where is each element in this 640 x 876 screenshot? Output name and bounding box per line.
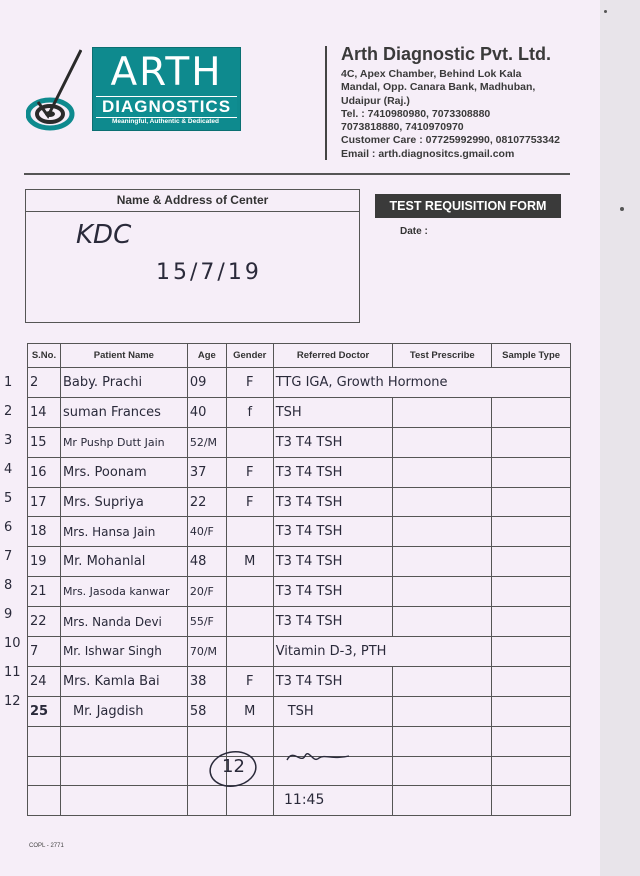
table-row	[28, 517, 571, 547]
margin-number: 10	[4, 636, 21, 651]
patient-name-cell: Mr Pushp Dutt Jain	[60, 427, 187, 457]
patient-name-cell: Mrs. Poonam	[60, 457, 187, 487]
patient-name-cell: Mr. Mohanlal	[60, 547, 187, 577]
scan-speck	[620, 207, 624, 211]
gender-cell: f	[226, 397, 273, 427]
table-row	[28, 607, 571, 637]
sno-cell: 19	[28, 547, 61, 577]
tests-cell: T3 T4 TSH	[273, 547, 393, 577]
age-cell: 09	[187, 368, 226, 398]
email-line: Email : arth.diagnositcs.gmail.com	[341, 147, 515, 160]
test-prescribe-cell	[393, 607, 492, 637]
column-header: Referred Doctor	[273, 344, 393, 368]
sno-cell: 17	[28, 487, 61, 517]
sno-cell: 2	[28, 368, 61, 398]
table-row	[28, 577, 571, 607]
gender-cell	[226, 607, 273, 637]
gender-cell	[226, 517, 273, 547]
center-name-handwritten: KDC	[76, 220, 132, 250]
sample-type-cell	[492, 547, 571, 577]
patient-name-cell: Mrs. Supriya	[60, 487, 187, 517]
address-line: 4C, Apex Chamber, Behind Lok Kala	[341, 68, 522, 80]
header-rule	[24, 173, 570, 175]
age-cell: 22	[187, 487, 226, 517]
sample-type-cell	[492, 517, 571, 547]
patient-name-cell: Mrs. Kamla Bai	[60, 666, 187, 696]
form-title: TEST REQUISITION FORM	[375, 194, 561, 218]
margin-number: 5	[4, 491, 13, 506]
customer-care-line: Customer Care : 07725992990, 08107753342	[341, 134, 560, 147]
tests-cell: TTG IGA, Growth Hormone	[273, 368, 570, 398]
table-row	[28, 427, 571, 457]
age-cell: 38	[187, 666, 226, 696]
signature-scribble	[283, 744, 353, 768]
margin-number: 8	[4, 578, 13, 593]
gender-cell: M	[226, 696, 273, 726]
sample-type-cell	[492, 666, 571, 696]
date-label: Date :	[400, 226, 428, 237]
table-row	[28, 547, 571, 577]
margin-number: 6	[4, 520, 13, 535]
logo-brand-text: ARTH	[110, 50, 223, 95]
sno-cell: 15	[28, 427, 61, 457]
table-header-row	[28, 344, 571, 368]
age-cell: 52/M	[187, 427, 226, 457]
logo-sub-text: DIAGNOSTICS	[96, 96, 237, 118]
gender-cell	[226, 637, 273, 667]
column-header: Age	[187, 344, 226, 368]
sample-type-cell	[492, 607, 571, 637]
sample-type-cell	[492, 487, 571, 517]
margin-number: 2	[4, 404, 13, 419]
margin-number: 4	[4, 462, 13, 477]
sno-cell: 14	[28, 397, 61, 427]
test-prescribe-cell	[393, 487, 492, 517]
test-prescribe-cell	[393, 427, 492, 457]
date-handwritten: 15/7/19	[156, 260, 262, 285]
age-cell: 40/F	[187, 517, 226, 547]
column-header: S.No.	[28, 344, 61, 368]
table-row	[28, 397, 571, 427]
patient-name-cell: Baby. Prachi	[60, 368, 187, 398]
address-line: Mandal, Opp. Canara Bank, Madhuban,	[341, 81, 536, 94]
sno-cell: 24	[28, 666, 61, 696]
margin-number: 1	[4, 375, 13, 390]
gender-cell: F	[226, 368, 273, 398]
tests-cell: T3 T4 TSH	[273, 457, 393, 487]
table-row	[28, 457, 571, 487]
sample-type-cell	[492, 637, 571, 667]
tests-cell: T3 T4 TSH	[273, 607, 393, 637]
age-cell: 37	[187, 457, 226, 487]
tests-cell: T3 T4 TSH	[273, 427, 393, 457]
logo-tagline: Meaningful, Authentic & Dedicated	[111, 118, 219, 125]
patient-name-cell: Mrs. Nanda Devi	[60, 607, 187, 637]
company-name: Arth Diagnostic Pvt. Ltd.	[341, 44, 552, 64]
test-prescribe-cell	[393, 397, 492, 427]
patient-name-cell: suman Frances	[60, 397, 187, 427]
gender-cell: F	[226, 457, 273, 487]
patient-name-cell: Mr. Jagdish	[60, 696, 187, 726]
column-header: Sample Type	[492, 344, 571, 368]
address-line: Udaipur (Raj.)	[341, 94, 410, 107]
center-box-title: Name & Address of Center	[26, 190, 359, 212]
gender-cell: M	[226, 547, 273, 577]
signature-time: 11:45	[284, 792, 325, 808]
sample-type-cell	[492, 577, 571, 607]
patient-name-cell: Mrs. Hansa Jain	[60, 517, 187, 547]
age-cell: 58	[187, 696, 226, 726]
test-prescribe-cell	[393, 517, 492, 547]
table-row	[28, 666, 571, 696]
total-count: 12	[222, 756, 245, 777]
gender-cell: F	[226, 666, 273, 696]
center-address-box	[25, 189, 360, 323]
column-header: Test Prescribe	[393, 344, 492, 368]
margin-number: 3	[4, 433, 13, 448]
table-row	[28, 368, 571, 398]
tests-cell: T3 T4 TSH	[273, 487, 393, 517]
tests-cell: T3 T4 TSH	[273, 666, 393, 696]
sample-type-cell	[492, 427, 571, 457]
sno-cell: 16	[28, 457, 61, 487]
age-cell: 55/F	[187, 607, 226, 637]
margin-number: 7	[4, 549, 13, 564]
tests-cell: TSH	[273, 696, 393, 726]
sample-type-cell	[492, 696, 571, 726]
target-check-logo-icon	[26, 46, 82, 134]
column-header: Gender	[226, 344, 273, 368]
gender-cell	[226, 427, 273, 457]
margin-number: 9	[4, 607, 13, 622]
sample-type-cell	[492, 397, 571, 427]
sno-cell: 18	[28, 517, 61, 547]
margin-number: 11	[4, 665, 21, 680]
margin-number: 12	[4, 694, 21, 709]
header-divider	[325, 46, 327, 160]
scan-speck	[604, 10, 607, 13]
tests-cell: TSH	[273, 397, 393, 427]
patient-name-cell: Mr. Ishwar Singh	[60, 637, 187, 667]
phone-line: Tel. : 7410980980, 7073308880	[341, 107, 491, 120]
test-prescribe-cell	[393, 457, 492, 487]
tests-cell: Vitamin D-3, PTH	[273, 637, 491, 667]
test-prescribe-cell	[393, 696, 492, 726]
patient-name-cell: Mrs. Jasoda kanwar	[60, 577, 187, 607]
sno-cell: 22	[28, 607, 61, 637]
column-header: Patient Name	[60, 344, 187, 368]
test-prescribe-cell	[393, 547, 492, 577]
phone-line: 7073818880, 7410970970	[341, 121, 464, 134]
test-prescribe-cell	[393, 577, 492, 607]
test-prescribe-cell	[393, 666, 492, 696]
age-cell: 70/M	[187, 637, 226, 667]
sno-cell: 25	[28, 696, 61, 726]
table-row	[28, 637, 571, 667]
tests-cell: T3 T4 TSH	[273, 577, 393, 607]
age-cell: 40	[187, 397, 226, 427]
footer-code: COPL - 2771	[29, 843, 64, 849]
table-row	[28, 696, 571, 726]
sno-cell: 21	[28, 577, 61, 607]
gender-cell	[226, 577, 273, 607]
age-cell: 48	[187, 547, 226, 577]
age-cell: 20/F	[187, 577, 226, 607]
tests-cell: T3 T4 TSH	[273, 517, 393, 547]
table-row	[28, 487, 571, 517]
sno-cell: 7	[28, 637, 61, 667]
company-address	[341, 68, 560, 161]
sample-type-cell	[492, 457, 571, 487]
gender-cell: F	[226, 487, 273, 517]
